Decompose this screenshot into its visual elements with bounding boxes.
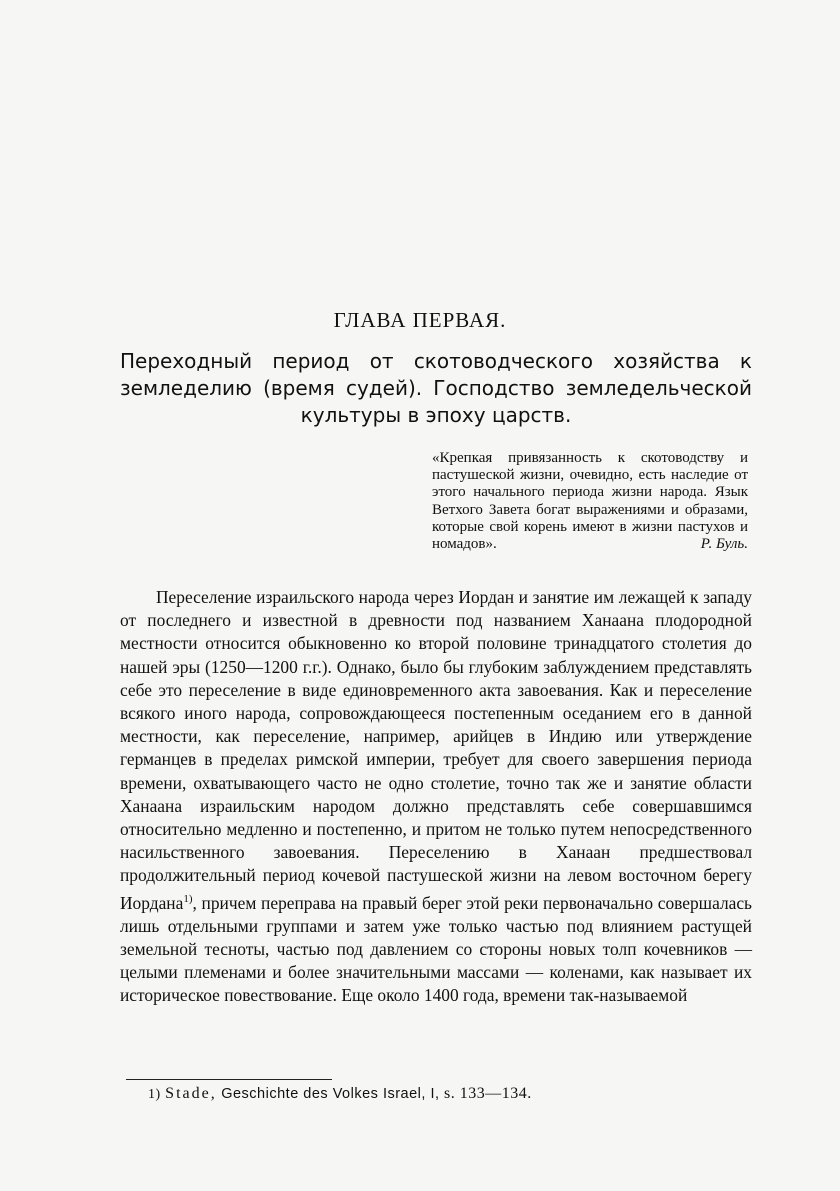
epigraph-author: Р. Буль. xyxy=(700,536,748,553)
epigraph-text: «Крепкая привязанность к скотоводству и пастушеской жизни, очевидно, есть наследие от этого начального периода жизни народа. Язык Ветхого Завета богат выражениями и образами, которые свой корень имеют в жизни пастухов и номадов». xyxy=(432,450,748,553)
chapter-subtitle: Переходный период от скотоводческого хозяйства к земледелию (время судей). Господство земледельческой культуры в эпоху царств. xyxy=(120,349,752,427)
chapter-title: ГЛАВА ПЕРВАЯ. xyxy=(333,308,507,332)
body-paragraph xyxy=(120,586,752,1007)
footnote-mark: 1) xyxy=(148,1087,161,1102)
footnote-title: Geschichte des Volkes Israel, I, xyxy=(221,1086,440,1102)
body-paragraph-continuation: , причем переправа на правый берег этой реки первоначально совершалась лишь отдельными группами и затем уже только частью под влиянием растущей земельной тесноты, частью под давлением со стороны новых толп кочевников — целыми племенами и более значительными массами — коленами, как называет их историческое повествование. Еще около 1400 года, времени так-называемой xyxy=(120,892,752,1006)
footnote-reference[interactable]: 1) xyxy=(183,892,193,905)
footnote-pages: s. 133—134. xyxy=(444,1085,532,1102)
footnote-author: Stade, xyxy=(165,1085,217,1102)
footnote xyxy=(148,1084,748,1105)
footnote-divider xyxy=(126,1079,332,1080)
epigraph xyxy=(432,450,748,553)
body-paragraph-text: Переселение израильского народа через Иордан и занятие им лежащей к западу от последнего и известной в древности под названием Ханаана плодородной местности относится обыкновенно ко второй половине тринадцатого столетия до нашей эры (1250—1200 г.г.). Однако, было бы глубоким заблуждением представлять себе это переселение в виде единовременного акта завоевания. Как и переселение всякого иного народа, сопровождающееся постепенным оседанием его в данной местности, как переселение, например, арийцев в Индию или утверждение германцев в пределах римской империи, требует для своего завершения периода времени, охватывающего часто не одно столетие, точно так же и занятие области Ханаана израильским народом должно представлять себе совершавшимся относительно медленно и постепенно, и притом не только путем непосредственного насильственного завоевания. Переселению в Ханаан предшествовал продолжительный период кочевой пастушеской жизни на левом восточном берегу Иордана xyxy=(120,587,752,913)
